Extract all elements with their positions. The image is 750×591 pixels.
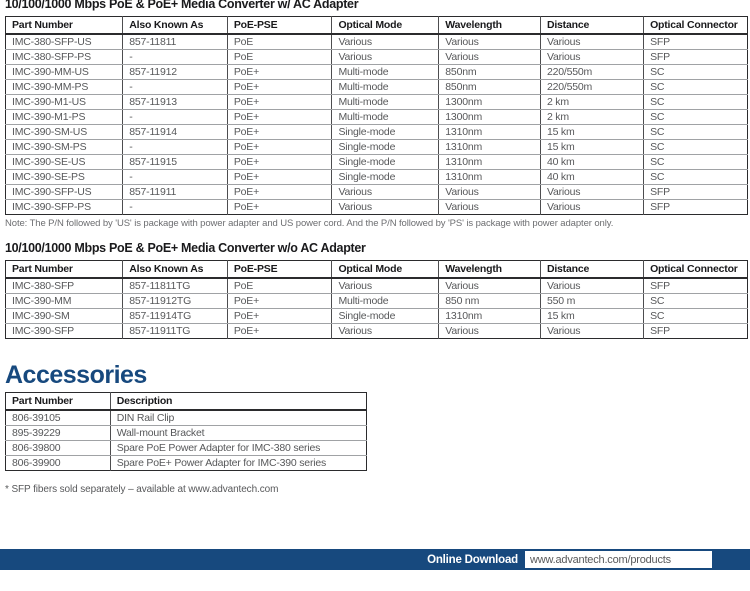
table-cell: PoE+ — [227, 155, 332, 170]
table-row — [6, 155, 748, 170]
table-cell: SFP — [650, 325, 670, 337]
table-cell: Single-mode — [332, 309, 439, 324]
column-header: PoE-PSE — [227, 17, 332, 35]
table-cell: Various — [332, 324, 439, 339]
table-cell: 1310nm — [439, 125, 541, 140]
table-cell: 40 km — [540, 170, 643, 185]
table-cell: Various — [540, 50, 643, 65]
table-cell: 1310nm — [439, 309, 541, 324]
table-cell: PoE+ — [227, 294, 332, 309]
table-row — [6, 170, 748, 185]
header-row — [6, 393, 367, 411]
column-header: Distance — [540, 17, 643, 35]
table-cell: - — [123, 50, 228, 65]
table-cell: PoE — [227, 34, 332, 50]
table-cell: 857-11915 — [123, 155, 228, 170]
table-cell: - — [123, 110, 228, 125]
table-row — [6, 200, 748, 215]
table-cell: PoE+ — [227, 170, 332, 185]
table-note: Note: The P/N followed by 'US' is package with power adapter and US power cord. And the P/N followed by 'PS' is package with power adapter only. — [5, 218, 614, 229]
table-cell: IMC-390-MM — [6, 294, 123, 309]
table-row — [6, 410, 367, 426]
table-cell: Various — [439, 50, 541, 65]
table-cell: Multi-mode — [332, 294, 439, 309]
table-cell: SC — [644, 140, 748, 155]
table-cell: SC — [644, 110, 748, 125]
table-cell: Various — [540, 34, 643, 50]
table-cell: 220/550m — [540, 65, 643, 80]
table-cell: IMC-390-SFP — [6, 324, 123, 339]
table-cell: Various — [439, 200, 541, 215]
table-cell: 857-11811 — [123, 34, 228, 50]
table-cell: Various — [332, 34, 439, 50]
table-cell: 850nm — [439, 65, 541, 80]
header-row — [6, 17, 748, 35]
table-row — [6, 324, 748, 339]
table-cell: 857-11913 — [123, 95, 228, 110]
table-cell: PoE — [227, 50, 332, 65]
table-cell: Single-mode — [332, 140, 439, 155]
column-header: Part Number — [6, 261, 123, 279]
table-cell: 857-11912 — [123, 65, 228, 80]
table-cell: PoE+ — [227, 140, 332, 155]
table-cell: PoE+ — [227, 65, 332, 80]
table-cell: IMC-390-M1-US — [6, 95, 123, 110]
table-cell: 857-11912TG — [123, 294, 228, 309]
table-row — [6, 426, 367, 441]
table-cell: 220/550m — [540, 80, 643, 95]
table-cell: 15 km — [540, 140, 643, 155]
table-cell: Various — [540, 324, 643, 339]
table-cell: Various — [332, 50, 439, 65]
download-url-box[interactable]: www.advantech.com/products — [525, 551, 712, 568]
table-cell: - — [123, 80, 228, 95]
table-row — [6, 80, 748, 95]
table-cell: PoE+ — [227, 309, 332, 324]
table-cell: 1310nm — [439, 155, 541, 170]
section-title-without-adapter: 10/100/1000 Mbps PoE & PoE+ Media Converter w/o AC Adapter — [5, 241, 366, 255]
column-header: Wavelength — [439, 17, 541, 35]
table-cell: PoE+ — [227, 80, 332, 95]
table-cell: - — [123, 170, 228, 185]
table-cell: Various — [540, 200, 643, 215]
table-cell: Multi-mode — [332, 65, 439, 80]
table-cell: 1310nm — [439, 170, 541, 185]
table-cell: - — [123, 140, 228, 155]
table-row — [6, 95, 748, 110]
column-header: Optical Connector — [644, 17, 748, 35]
table-row — [6, 185, 748, 200]
table-cell: 2 km — [540, 110, 643, 125]
table-cell: IMC-380-SFP-PS — [6, 50, 123, 65]
table-cell: SC — [644, 125, 748, 140]
table-cell: SFP — [644, 185, 748, 200]
table-cell: SFP — [644, 34, 748, 50]
table-cell: SC — [644, 294, 748, 309]
table-cell: Spare PoE Power Adapter for IMC-380 series — [110, 441, 366, 456]
table-cell: 850nm — [439, 80, 541, 95]
header-row — [6, 261, 748, 279]
table-cell: IMC-390-MM-PS — [6, 80, 123, 95]
table-cell: SFP — [644, 278, 748, 294]
column-header: PoE-PSE — [227, 261, 332, 279]
table-cell: SC — [644, 155, 748, 170]
table-cell: Various — [332, 185, 439, 200]
table-cell: SC — [644, 65, 748, 80]
table-row — [6, 125, 748, 140]
table-cell: PoE+ — [227, 95, 332, 110]
table-cell: DIN Rail Clip — [110, 410, 366, 426]
table-cell: IMC-390-SFP-US — [6, 185, 123, 200]
table-cell: 1300nm — [439, 95, 541, 110]
table-row — [6, 140, 748, 155]
table-cell: Various — [332, 200, 439, 215]
column-header: Also Known As — [123, 261, 228, 279]
sfp-footnote: * SFP fibers sold separately – available at www.advantech.com — [5, 484, 279, 495]
table-cell: IMC-390-MM-US — [6, 65, 123, 80]
table-cell: 806-39800 — [6, 441, 111, 456]
table-cell: PoE — [227, 278, 332, 294]
column-header: Optical Connector — [644, 261, 748, 279]
table-cell: Various — [439, 185, 541, 200]
table-cell: Various — [439, 324, 541, 339]
table-cell: 857-11811TG — [123, 278, 228, 294]
footer-bar — [0, 549, 750, 570]
table-cell: Various — [439, 278, 541, 294]
product-table-with-adapter — [5, 16, 748, 215]
table-cell: IMC-390-SE-PS — [6, 170, 123, 185]
table-cell: Various — [540, 185, 643, 200]
table-cell: Spare PoE+ Power Adapter for IMC-390 series — [116, 457, 327, 469]
table-cell: SC — [644, 170, 748, 185]
column-header: Also Known As — [123, 17, 228, 35]
table-cell: IMC-380-SFP-US — [6, 34, 123, 50]
table-cell: 1310nm — [439, 140, 541, 155]
table-cell: Multi-mode — [332, 110, 439, 125]
table-cell: IMC-380-SFP — [6, 278, 123, 294]
table-cell: PoE+ — [227, 185, 332, 200]
column-header: Distance — [540, 261, 643, 279]
table-cell: Single-mode — [332, 125, 439, 140]
column-header: Optical Mode — [332, 261, 439, 279]
table-cell: Various — [332, 278, 439, 294]
accessories-table — [5, 392, 367, 471]
table-cell: 550 m — [540, 294, 643, 309]
table-cell: SC — [644, 80, 748, 95]
table-cell: - — [123, 200, 228, 215]
table-cell: 850 nm — [439, 294, 541, 309]
table-cell: Single-mode — [332, 170, 439, 185]
table-row — [6, 441, 367, 456]
table-cell: 806-39900 — [6, 456, 111, 471]
table-row — [6, 50, 748, 65]
table-cell: IMC-390-SE-US — [6, 155, 123, 170]
table-row — [6, 34, 748, 50]
table-row — [6, 65, 748, 80]
table-cell: 15 km — [540, 125, 643, 140]
table-cell: 1300nm — [439, 110, 541, 125]
column-header: Description — [110, 393, 366, 411]
table-row — [6, 309, 748, 324]
table-cell: IMC-390-SFP-PS — [6, 200, 123, 215]
table-cell: Single-mode — [332, 155, 439, 170]
column-header: Part Number — [6, 17, 123, 35]
table-cell: PoE+ — [227, 110, 332, 125]
online-download-label: Online Download — [427, 553, 518, 566]
table-cell: Wall-mount Bracket — [110, 426, 366, 441]
table-cell: 895-39229 — [6, 426, 111, 441]
table-cell: IMC-390-SM — [6, 309, 123, 324]
table-row — [6, 278, 748, 294]
table-cell: SFP — [650, 201, 670, 213]
table-cell: IMC-390-SM-US — [6, 125, 123, 140]
table-cell: 40 km — [540, 155, 643, 170]
table-cell: PoE+ — [227, 125, 332, 140]
table-cell: 2 km — [540, 95, 643, 110]
table-cell: SFP — [644, 50, 748, 65]
table-cell: 15 km — [540, 309, 643, 324]
column-header: Wavelength — [439, 261, 541, 279]
table-cell: IMC-390-M1-PS — [6, 110, 123, 125]
table-cell: SC — [644, 309, 748, 324]
table-cell: Multi-mode — [332, 95, 439, 110]
table-cell: IMC-390-SM-PS — [6, 140, 123, 155]
table-cell: Multi-mode — [332, 80, 439, 95]
table-cell: 806-39105 — [6, 410, 111, 426]
table-cell: Various — [439, 34, 541, 50]
table-row — [6, 456, 367, 471]
table-cell: 857-11911 — [123, 185, 228, 200]
table-cell: SC — [644, 95, 748, 110]
table-cell: Various — [540, 278, 643, 294]
table-row — [6, 110, 748, 125]
section-title-with-adapter: 10/100/1000 Mbps PoE & PoE+ Media Converter w/ AC Adapter — [5, 0, 359, 11]
table-cell: PoE+ — [227, 324, 332, 339]
table-row — [6, 294, 748, 309]
accessories-heading: Accessories — [5, 361, 147, 389]
table-cell: PoE+ — [227, 200, 332, 215]
column-header: Optical Mode — [332, 17, 439, 35]
product-table-without-adapter — [5, 260, 748, 339]
table-cell: 857-11914 — [123, 125, 228, 140]
table-cell: 857-11914TG — [123, 309, 228, 324]
table-cell: 857-11911TG — [123, 324, 228, 339]
column-header: Part Number — [6, 393, 111, 411]
